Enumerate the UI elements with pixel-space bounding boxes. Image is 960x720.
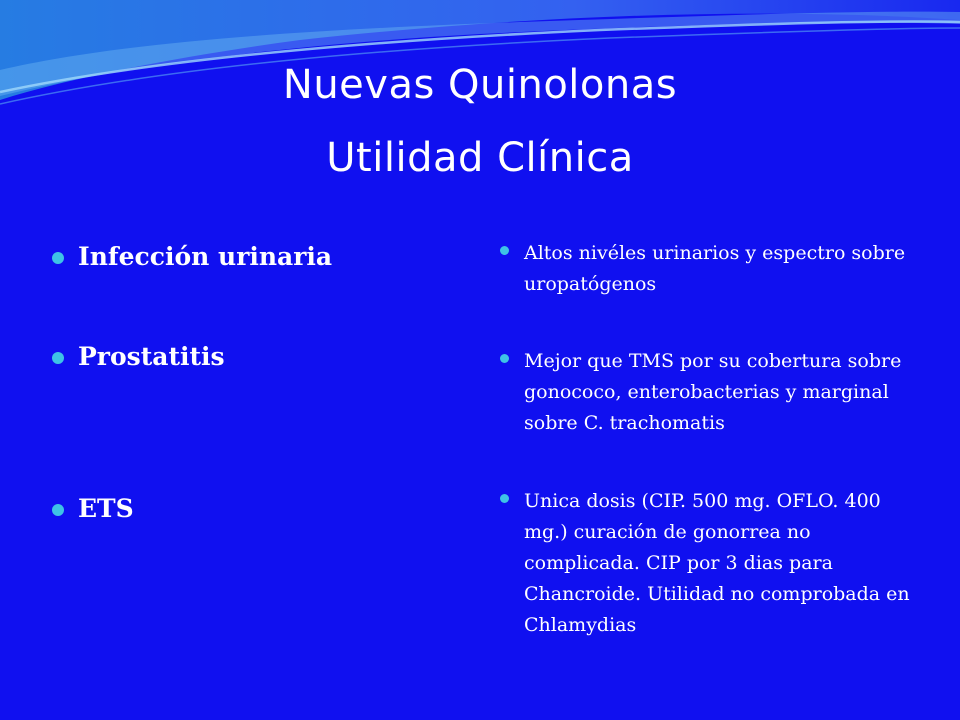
bullet-dot-icon [500,246,509,255]
left-bullet-text: Infección urinaria [78,242,333,271]
bullet-dot-icon [52,252,64,264]
right-bullet-text: Mejor que TMS por su cobertura sobre gonococo, enterobacterias y marginal sobre C. trachomatis [524,350,902,434]
bullet-dot-icon [52,504,64,516]
right-bullet-text: Altos nivéles urinarios y espectro sobre uropatógenos [524,242,906,295]
right-bullet-text: Unica dosis (CIP. 500 mg. OFLO. 400 mg.) curación de gonorrea no complicada. CIP por 3 dias para Chancroide. Utilidad no comprobada en Chlamydias [524,490,910,636]
bullet-dot-icon [52,352,64,364]
bullet-dot-icon [500,354,509,363]
slide-title-line-2: Utilidad Clínica [326,135,634,181]
bullet-dot-icon [500,494,509,503]
slide-title-line-1: Nuevas Quinolonas [282,62,678,108]
left-bullet-text: ETS [78,494,134,523]
left-bullet-text: Prostatitis [78,342,225,371]
